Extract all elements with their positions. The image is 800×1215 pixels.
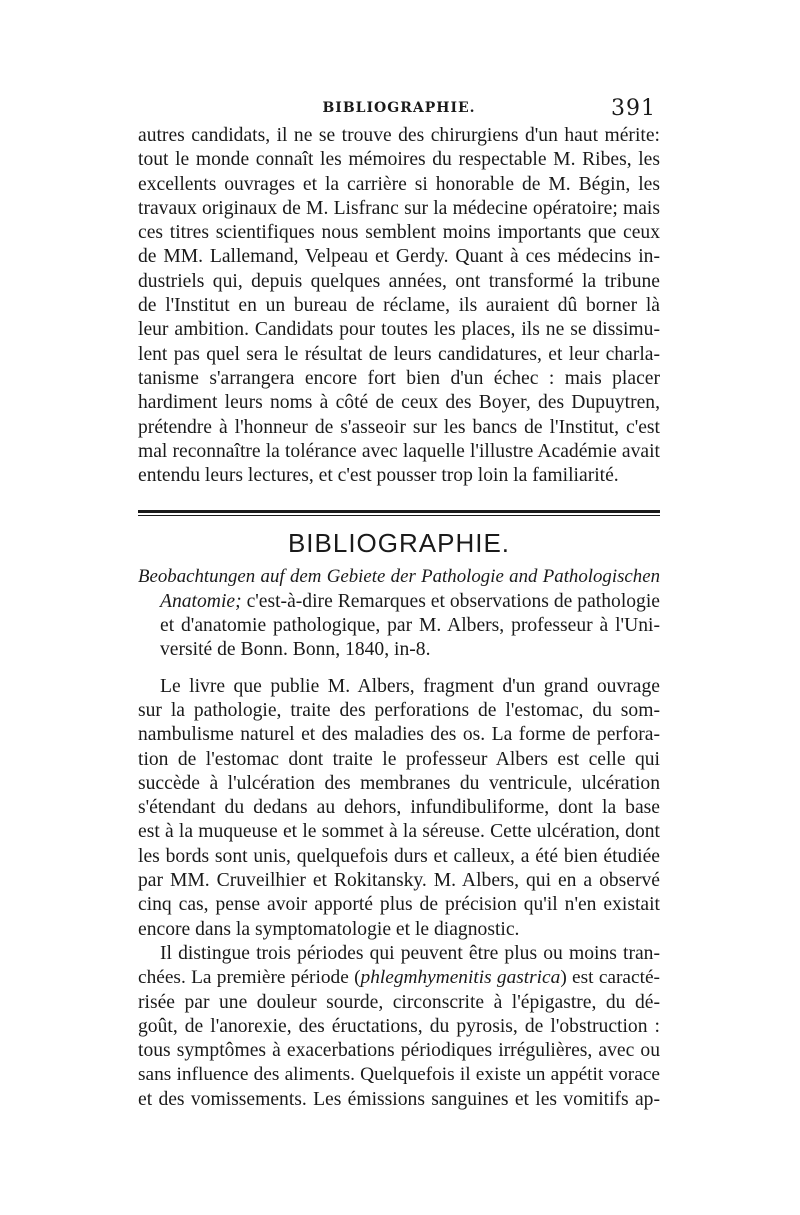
text-line: tion de l'estomac dont traite le professeur Albers est celle qui [138,748,660,770]
text-line: sans influence des aliments. Quelquefois il existe un appétit vorace [138,1064,660,1086]
entry-title-german-end: Anatomie; [160,590,242,612]
text-line: s'étendant du dedans au dehors, infundibuliforme, dont la base [138,797,660,819]
text-line: lent pas quel sera le résultat de leurs candidatures, et leur charla- [138,343,660,365]
text-line: dustriels qui, depuis quelques années, ont transformé la tribune [138,270,660,292]
paragraph-review [138,675,660,942]
section-rule [138,510,660,518]
latin-term: phlegmhymenitis gastrica [360,967,561,989]
text-line: risée par une douleur sourde, circonscrite à l'épigastre, du dé- [138,991,660,1013]
rule-thick [138,510,660,513]
text-line: de l'Institut en un bureau de réclame, ils auraient dû borner là [138,295,660,317]
entry-line: versité de Bonn. Bonn, 1840, in-8. [160,639,431,661]
text-segment: chées. La première période ( [138,967,361,989]
entry-line: et d'anatomie pathologique, par M. Albers, professeur à l'Uni- [160,615,660,637]
text-line: mal reconnaître la tolérance avec laquelle l'illustre Académie avait [138,440,660,462]
text-line: leur ambition. Candidats pour toutes les places, ils ne se dissimu- [138,319,660,341]
text-line: de MM. Lallemand, Velpeau et Gerdy. Quant à ces médecins in- [138,246,660,268]
text-line: est à la muqueuse et le sommet à la séreuse. Cette ulcération, dont [138,821,660,843]
text-line [138,966,660,990]
text-line: autres candidats, il ne se trouve des chirurgiens d'un haut mérite: [138,125,660,146]
text-line: travaux originaux de M. Lisfranc sur la médecine opératoire; mais [138,197,660,219]
entry-title-german: Beobachtungen auf dem Gebiete der Pathologie and Pathologischen [138,566,660,588]
text-line: prétendre à l'honneur de s'asseoir sur les bancs de l'Institut, c'est [138,416,660,438]
text-line: Le livre que publie M. Albers, fragment d'un grand ouvrage [160,675,660,697]
entry-line [138,565,660,589]
text-line: tous symptômes à exacerbations périodiques irrégulières, avec ou [138,1040,660,1062]
text-line: goût, de l'anorexie, des éructations, du pyrosis, de l'obstruction : [138,1015,660,1037]
text-line: cinq cas, pense avoir apporté plus de précision qu'il n'en existait [138,894,660,916]
text-line: et des vomissements. Les émissions sanguines et les vomitifs ap- [138,1088,660,1110]
section-heading: BIBLIOGRAPHIE. [287,528,511,559]
text-line: ces titres scientifiques nous semblent moins importants que ceux [138,222,660,244]
entry-title-french: c'est-à-dire Remarques et observations de pathologie [241,590,660,612]
paragraph-periods [138,942,660,1112]
rule-thin [138,515,660,516]
paragraph-continuation [138,124,660,488]
text-line: tanisme s'arrangera encore fort bien d'un échec : mais placer [138,367,660,389]
text-segment: ) est caracté- [560,967,661,989]
text-line: sur la pathologie, traite des perforations de l'estomac, du som- [138,699,660,721]
book-page [138,96,660,1112]
text-line: nambulisme naturel et des maladies des os. La forme de perfora- [138,724,660,746]
text-line: excellents ouvrages et la carrière si honorable de M. Bégin, les [138,173,660,195]
running-title: BIBLIOGRAPHIE. [322,100,476,116]
text-line: hardiment leurs noms à côté de ceux des Boyer, des Dupuytren, [138,392,660,414]
page-number: 391 [611,96,656,121]
text-line: encore dans la symptomatologie et le diagnostic. [138,918,520,940]
text-line: Il distingue trois périodes qui peuvent être plus ou moins tran- [160,942,660,964]
entry-line [138,590,660,614]
text-line: tout le monde connaît les mémoires du respectable M. Ribes, les [138,149,660,171]
text-line: les bords sont unis, quelquefois durs et calleux, a été bien étudiée [138,845,660,867]
text-line: par MM. Cruveilhier et Rokitansky. M. Albers, qui en a observé [138,870,660,892]
bibliography-entry [138,565,660,662]
text-line: entendu leurs lectures, et c'est pousser trop loin la familiarité. [138,465,619,487]
running-head [138,96,660,124]
text-line: succède à l'ulcération des membranes du ventricule, ulcération [138,772,660,794]
